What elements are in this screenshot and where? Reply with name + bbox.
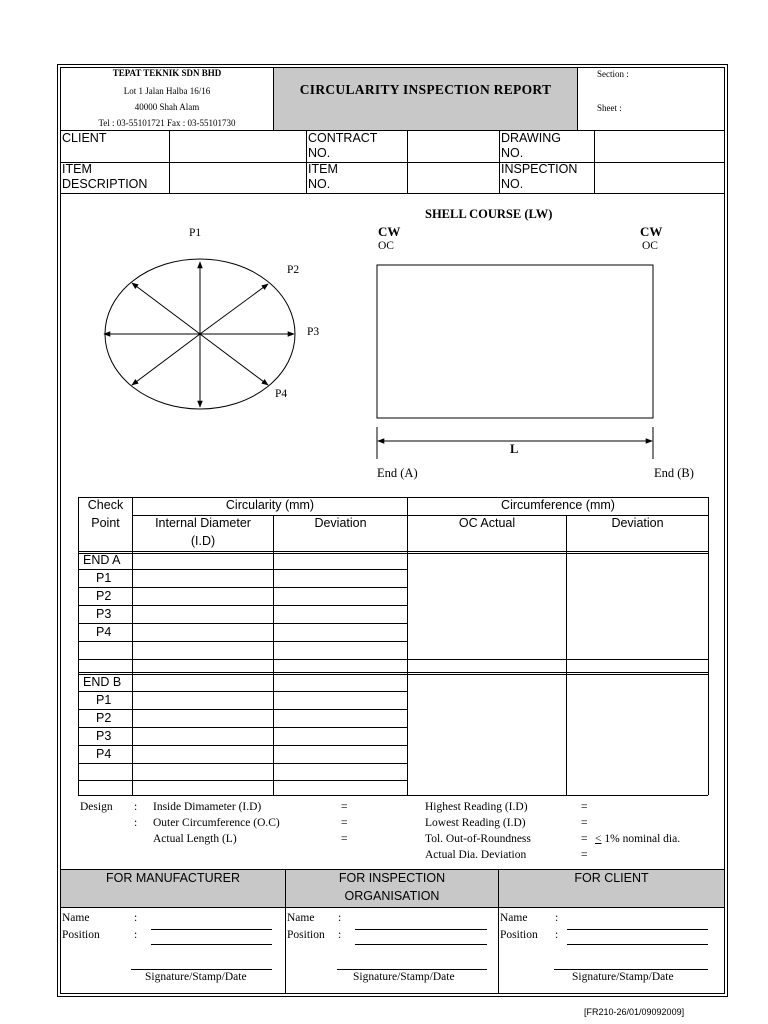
- label-p1: P1: [189, 227, 202, 239]
- eq-tolerance: =: [581, 833, 588, 845]
- cw-left: CW: [378, 224, 401, 239]
- oc-actual-header: OC Actual: [458, 516, 516, 530]
- circularity-header: Circularity (mm): [225, 498, 315, 512]
- for-inspection-header: FOR INSPECTION: [338, 871, 446, 885]
- eq-actual-length: =: [341, 833, 348, 845]
- inspection-position-colon: :: [338, 929, 342, 941]
- client-name-line[interactable]: [567, 929, 708, 930]
- row-end-a: END A: [83, 553, 121, 567]
- eq-inside-diameter: =: [341, 801, 348, 813]
- design-label: Design: [80, 801, 113, 813]
- oc-left: OC: [378, 240, 394, 252]
- item-description-label: ITEM: [62, 162, 92, 176]
- inspection-signature-line[interactable]: [337, 969, 487, 970]
- manufacturer-position-colon: :: [134, 929, 138, 941]
- section-label: Section :: [597, 69, 629, 79]
- manufacturer-position-line[interactable]: [151, 944, 272, 945]
- inspection-name-line[interactable]: [355, 929, 487, 930]
- for-client-header: FOR CLIENT: [574, 871, 649, 885]
- length-label: L: [510, 442, 519, 456]
- circumference-deviation-header: Deviation: [611, 516, 664, 530]
- label-p3: P3: [307, 326, 320, 338]
- inspection-signature-label: Signature/Stamp/Date: [353, 971, 455, 983]
- report-title: CIRCULARITY INSPECTION REPORT: [299, 82, 552, 97]
- company-address-line1: Lot 1 Jalan Halba 16/16: [123, 86, 211, 96]
- row-end-b: END B: [83, 675, 122, 689]
- row-b-p2: P2: [96, 711, 112, 725]
- circularity-deviation-header: Deviation: [314, 516, 367, 530]
- lowest-reading-label: Lowest Reading (I.D): [425, 817, 526, 829]
- company-name: TEPAT TEKNIK SDN BHD: [112, 68, 222, 78]
- company-address-line2: 40000 Shah Alam: [134, 102, 200, 112]
- eq-actual-deviation: =: [581, 849, 588, 861]
- cw-right: CW: [640, 224, 663, 239]
- row-a-p2: P2: [96, 589, 112, 603]
- outer-circumference-label: Outer Circumference (O.C): [153, 817, 280, 829]
- less-equal-symbol: <: [595, 833, 602, 845]
- for-inspection-header-2: ORGANISATION: [344, 889, 440, 903]
- highest-reading-label: Highest Reading (I.D): [425, 801, 528, 813]
- drawing-label: DRAWING: [501, 131, 561, 145]
- inspection-name-label: Name: [287, 912, 315, 924]
- inspection-no-label: INSPECTION: [501, 162, 578, 176]
- inspection-name-colon: :: [338, 912, 342, 924]
- circumference-header: Circumference (mm): [501, 498, 615, 512]
- design-colon-2: :: [134, 817, 138, 829]
- row-a-p1: P1: [96, 571, 112, 585]
- inspection-no-label-2: NO.: [501, 177, 524, 191]
- client-position-label: Position: [500, 929, 538, 941]
- item-no-label-2: NO.: [308, 177, 331, 191]
- inside-diameter-label: Inside Dimameter (I.D): [153, 801, 262, 813]
- manufacturer-signature-label: Signature/Stamp/Date: [145, 971, 247, 983]
- actual-deviation-label: Actual Dia. Deviation: [425, 849, 527, 861]
- tolerance-value-text: 1% nominal dia.: [601, 833, 681, 845]
- label-p4: P4: [275, 388, 288, 400]
- manufacturer-name-label: Name: [62, 912, 90, 924]
- shell-course-title: SHELL COURSE (LW): [425, 207, 553, 221]
- arrow-p4-down: [200, 334, 268, 385]
- tolerance-label: Tol. Out-of-Roundness: [425, 833, 531, 845]
- client-name-label: Name: [500, 912, 528, 924]
- inspection-position-label: Position: [287, 929, 325, 941]
- row-a-p4: P4: [96, 625, 112, 639]
- sheet-label: Sheet :: [597, 103, 622, 113]
- manufacturer-name-colon: :: [134, 912, 138, 924]
- company-contact: Tel : 03-55101721 Fax : 03-55101730: [98, 118, 236, 128]
- eq-outer-circumference: =: [341, 817, 348, 829]
- drawing-no-label: NO.: [501, 146, 524, 160]
- shell-rectangle: [377, 265, 653, 418]
- manufacturer-position-label: Position: [62, 929, 100, 941]
- id-abbr-header: (I.D): [190, 534, 216, 548]
- form-code: [FR210-26/01/09092009]: [584, 1007, 685, 1017]
- contract-label: CONTRACT: [308, 131, 378, 145]
- manufacturer-signature-line[interactable]: [131, 969, 272, 970]
- end-a-label: End (A): [377, 466, 418, 480]
- check-header: Check: [87, 498, 124, 512]
- row-b-p1: P1: [96, 693, 112, 707]
- oc-right: OC: [642, 240, 658, 252]
- arrow-p2-up: [200, 284, 268, 334]
- end-b-label: End (B): [654, 466, 694, 480]
- label-p2: P2: [287, 264, 300, 276]
- tolerance-value: [595, 833, 680, 847]
- design-colon-1: :: [134, 801, 138, 813]
- client-name-colon: :: [555, 912, 559, 924]
- manufacturer-name-line[interactable]: [151, 929, 272, 930]
- client-label: CLIENT: [62, 131, 107, 145]
- row-b-p4: P4: [96, 747, 112, 761]
- eq-lowest: =: [581, 817, 588, 829]
- arrow-p2-down: [132, 334, 200, 385]
- client-signature-label: Signature/Stamp/Date: [572, 971, 674, 983]
- arrow-p4-up: [132, 283, 200, 334]
- row-a-p3: P3: [96, 607, 112, 621]
- item-description-label-2: DESCRIPTION: [62, 177, 148, 191]
- actual-length-label: Actual Length (L): [153, 833, 237, 845]
- for-manufacturer-header: FOR MANUFACTURER: [105, 871, 241, 885]
- eq-highest: =: [581, 801, 588, 813]
- item-no-label: ITEM: [308, 162, 338, 176]
- client-signature-line[interactable]: [554, 969, 708, 970]
- client-position-line[interactable]: [567, 944, 708, 945]
- client-position-colon: :: [555, 929, 559, 941]
- circle-diagram: [104, 259, 295, 409]
- shell-diagram: [377, 265, 653, 459]
- inspection-position-line[interactable]: [355, 944, 487, 945]
- row-b-p3: P3: [96, 729, 112, 743]
- contract-no-label: NO.: [308, 146, 331, 160]
- point-header: Point: [91, 516, 120, 530]
- internal-diameter-header: Internal Diameter: [155, 516, 251, 530]
